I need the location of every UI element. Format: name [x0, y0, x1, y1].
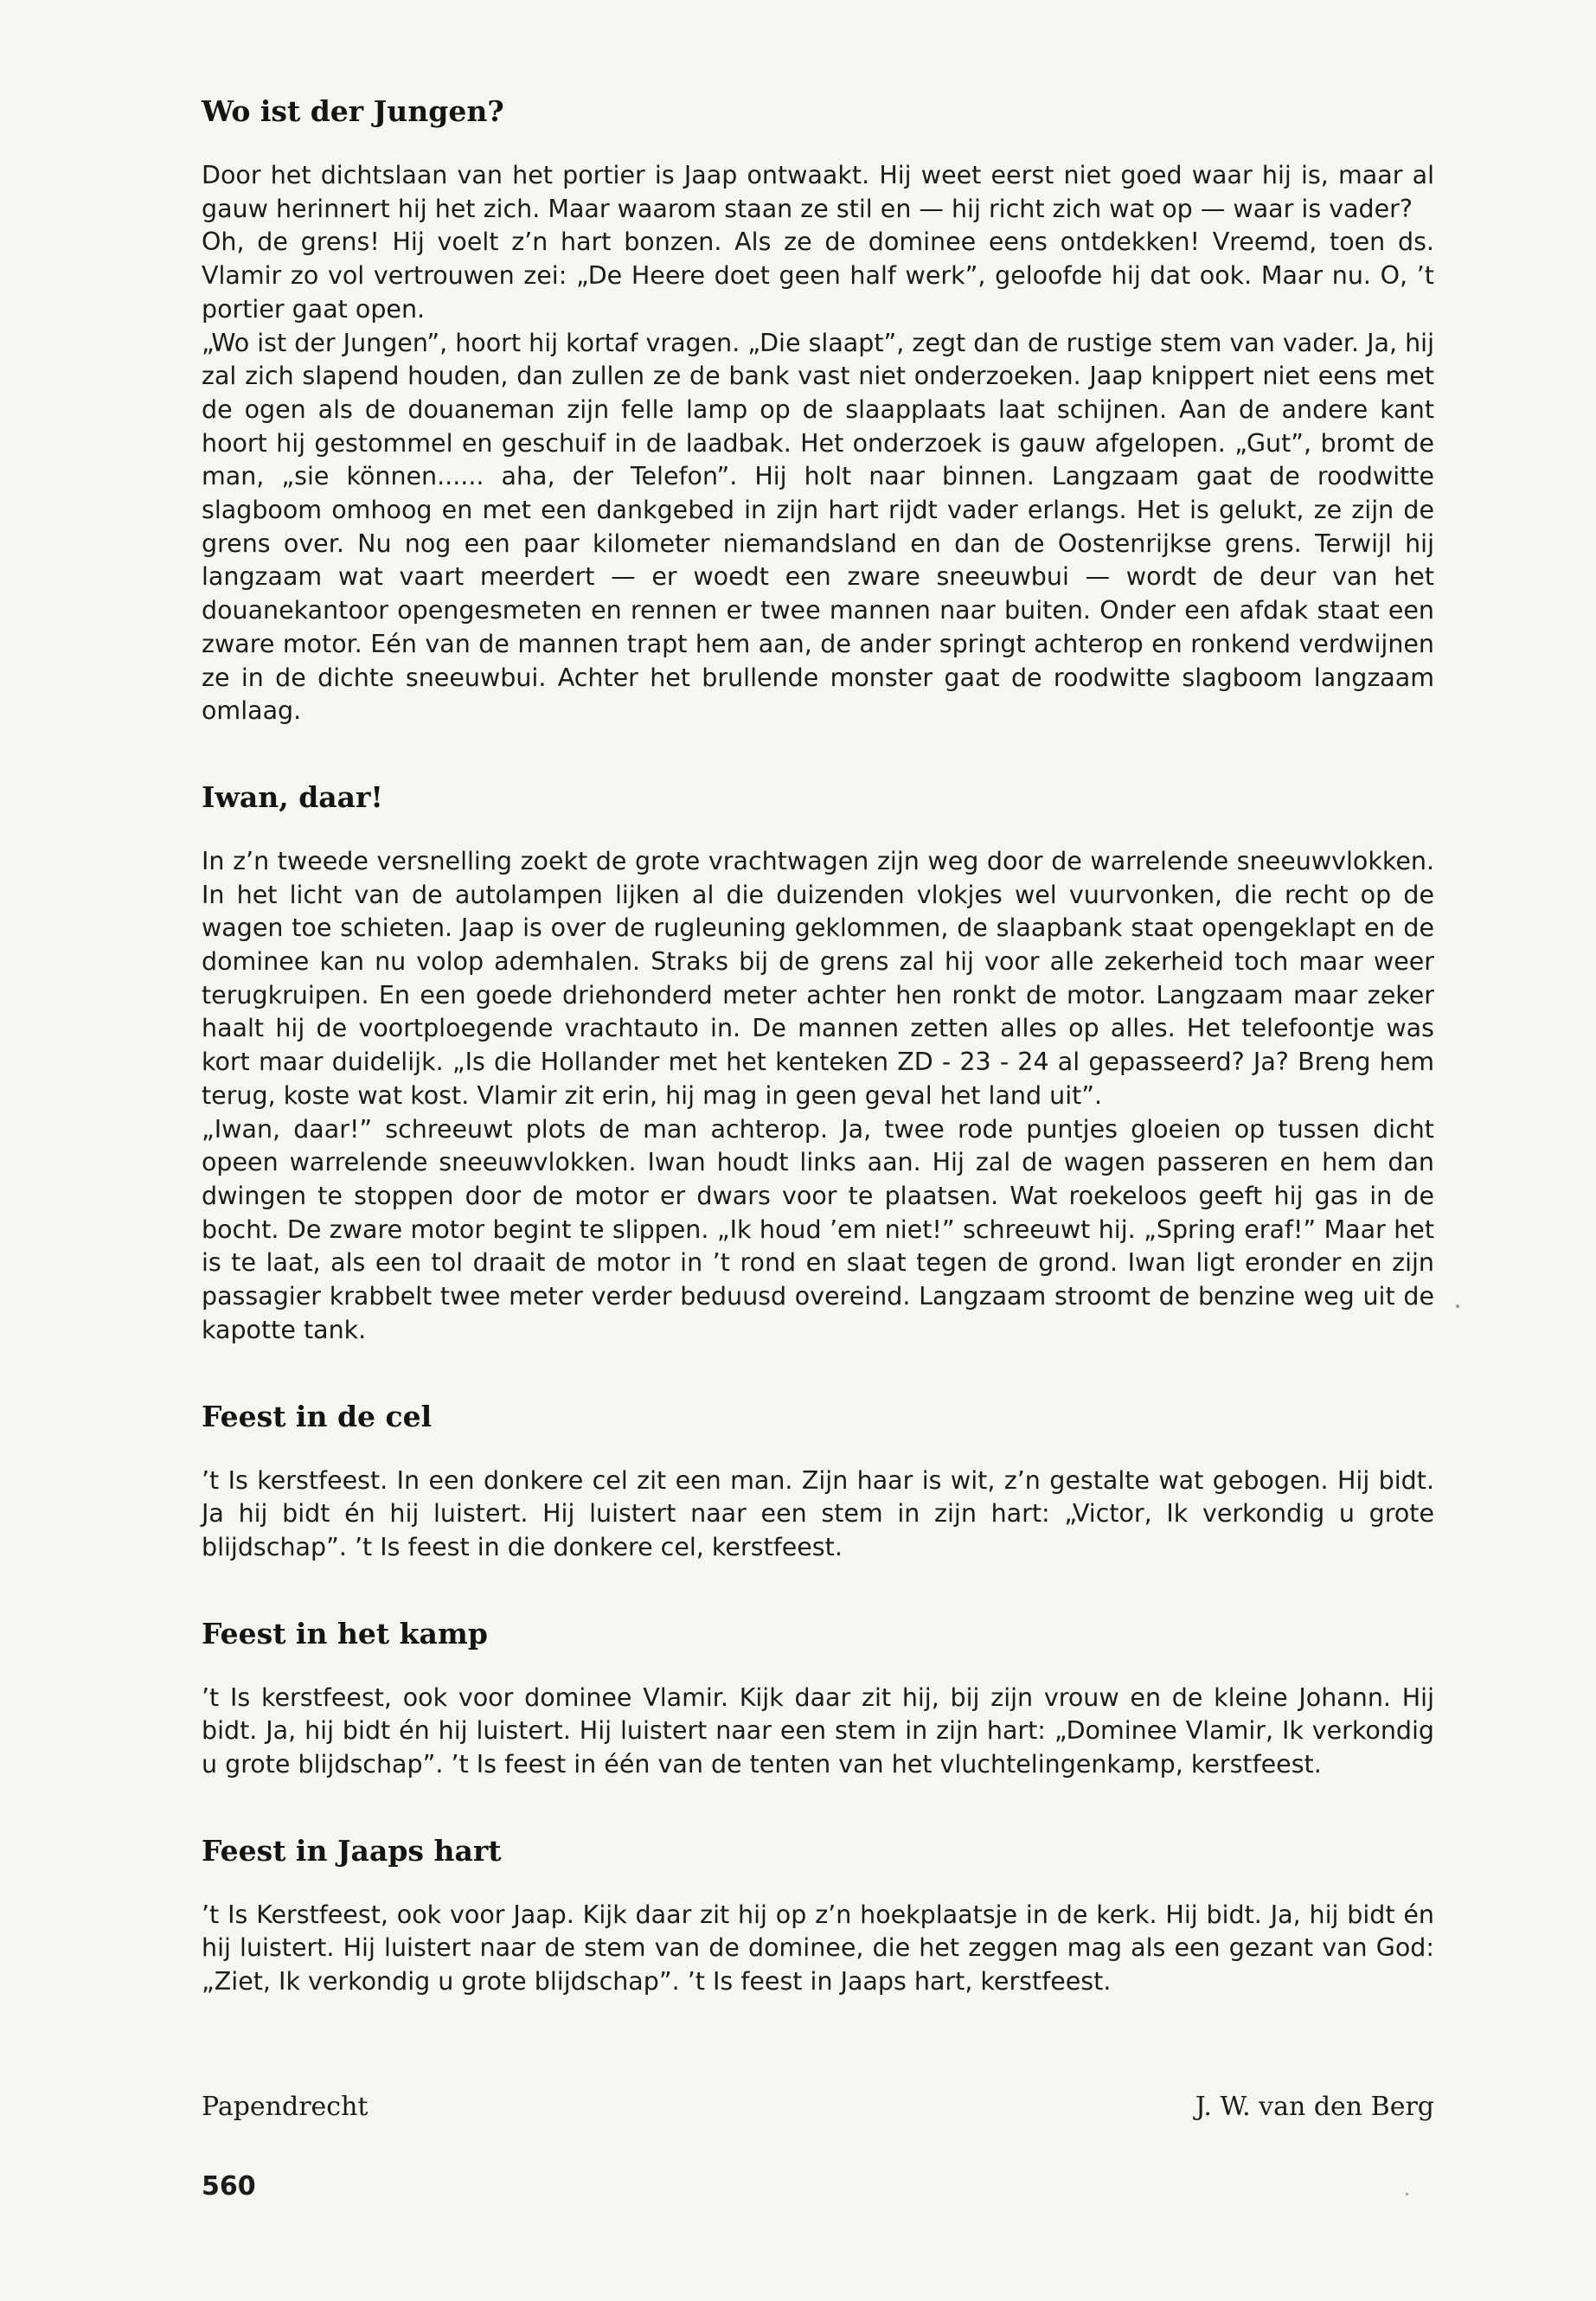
- scan-speck: [1406, 2193, 1408, 2195]
- author-name: J. W. van den Berg: [1195, 2092, 1434, 2122]
- section-feest-in-het-kamp: [202, 1616, 1434, 1782]
- section-feest-in-de-cel: [202, 1399, 1434, 1565]
- paragraph: ’t Is Kerstfeest, ook voor Jaap. Kijk daar zit hij op z’n hoekplaatsje in de kerk. Hij bidt. Ja, hij bidt én hij luistert. Hij luistert naar de stem van de dominee, die het zeggen mag als een gezant van God: „Ziet, Ik verkondig u grote blijdschap”. ’t Is feest in Jaaps hart, kerstfeest.: [202, 1900, 1434, 1997]
- scan-speck: [1456, 1304, 1459, 1308]
- section-heading: Iwan, daar!: [202, 779, 383, 814]
- section-heading: Feest in Jaaps hart: [202, 1833, 502, 1868]
- paragraph: In z’n tweede versnelling zoekt de grote vrachtwagen zijn weg door de warrelende sneeuwvlokken. In het licht van de autolampen lijken al die duizenden vlokjes wel vuurvonken, die recht op de wagen toe schieten. Jaap is over de rugleuning geklommen, de slaapbank staat opengeklapt en de dominee kan nu volop ademhalen. Straks bij de grens zal hij voor alle zekerheid toch maar weer terugkruipen. En een goede driehonderd meter achter hen ronkt de motor. Langzaam maar zeker haalt hij de voortploegende vrachtauto in. De mannen zetten alles op alles. Het telefoontje was kort maar duidelijk. „Is die Hollander met het kenteken ZD - 23 - 24 al gepasseerd? Ja? Breng hem terug, koste wat kost. Vlamir zit erin, hij mag in geen geval het land uit”.: [202, 846, 1434, 1110]
- section-iwan-daar: [202, 779, 1434, 1348]
- section-heading: Wo ist der Jungen?: [202, 94, 504, 128]
- paragraph: ’t Is kerstfeest. In een donkere cel zit een man. Zijn haar is wit, z’n gestalte wat gebogen. Hij bidt. Ja hij bidt én hij luistert. Hij luistert naar een stem in zijn hart: „Victor, Ik verkondig u grote blijdschap”. ’t Is feest in die donkere cel, kerstfeest.: [202, 1465, 1434, 1561]
- paragraph: „Wo ist der Jungen”, hoort hij kortaf vragen. „Die slaapt”, zegt dan de rustige stem van vader. Ja, hij zal zich slapend houden, dan zullen ze de bank vast niet onderzoeken. Jaap knippert niet eens met de ogen als de douaneman zijn felle lamp op de slaapplaats laat schijnen. Aan de andere kant hoort hij gestommel en geschuif in de laadbak. Het onderzoek is gauw afgelopen. „Gut”, bromt de man, „sie können...... aha, der Telefon”. Hij holt naar binnen. Langzaam gaat de roodwitte slagboom omhoog en met een dankgebed in zijn hart rijdt vader erlangs. Het is gelukt, ze zijn de grens over. Nu nog een paar kilometer niemandsland en dan de Oostenrijkse grens. Terwijl hij langzaam wat vaart meerdert — er woedt een zware sneeuwbui — wordt de deur van het douanekantoor opengesmeten en rennen er twee mannen naar buiten. Onder een afdak staat een zware motor. Eén van de mannen trapt hem aan, de ander springt achterop en ronkend verdwijnen ze in de dichte sneeuwbui. Achter het brullende monster gaat de roodwitte slagboom langzaam omlaag.: [202, 328, 1434, 726]
- section-heading: Feest in de cel: [202, 1399, 433, 1433]
- section-heading: Feest in het kamp: [202, 1616, 488, 1650]
- paragraph: Oh, de grens! Hij voelt z’n hart bonzen. Als ze de dominee eens ontdekken! Vreemd, toen ds. Vlamir zo vol vertrouwen zei: „De Heere doet geen half werk”, geloofde hij dat ook. Maar nu. O, ’t portier gaat open.: [202, 228, 1434, 324]
- page-number: 560: [202, 2171, 256, 2202]
- section-feest-in-jaaps-hart: [202, 1833, 1434, 1999]
- paragraph: „Iwan, daar!” schreeuwt plots de man achterop. Ja, twee rode puntjes gloeien op tussen dicht opeen warrelende sneeuwvlokken. Iwan houdt links aan. Hij zal de wagen passeren en hem dan dwingen te stoppen door de motor er dwars voor te plaatsen. Wat roekeloos geeft hij gas in de bocht. De zware motor begint te slippen. „Ik houd ’em niet!” schreeuwt hij. „Spring eraf!” Maar het is te laat, als een tol draait de motor in ’t rond en slaat tegen de grond. Iwan ligt eronder en zijn passagier krabbelt twee meter verder beduusd overeind. Langzaam stroomt de benzine weg uit de kapotte tank.: [202, 1114, 1434, 1344]
- paragraph: ’t Is kerstfeest, ook voor dominee Vlamir. Kijk daar zit hij, bij zijn vrouw en de kleine Johann. Hij bidt. Ja, hij bidt én hij luistert. Hij luistert naar een stem in zijn hart: „Dominee Vlamir, Ik verkondig u grote blijdschap”. ’t Is feest in één van de tenten van het vluchtelingenkamp, kerstfeest.: [202, 1682, 1434, 1779]
- place-name: Papendrecht: [202, 2092, 369, 2122]
- paragraph: Door het dichtslaan van het portier is Jaap ontwaakt. Hij weet eerst niet goed waar hij is, maar al gauw herinnert hij het zich. Maar waarom staan ze stil en — hij richt zich wat op — waar is vader?: [202, 161, 1434, 223]
- section-wo-ist-der-jungen: [202, 93, 1434, 728]
- signature-line: [202, 2090, 1434, 2133]
- article-body: [202, 93, 1434, 1999]
